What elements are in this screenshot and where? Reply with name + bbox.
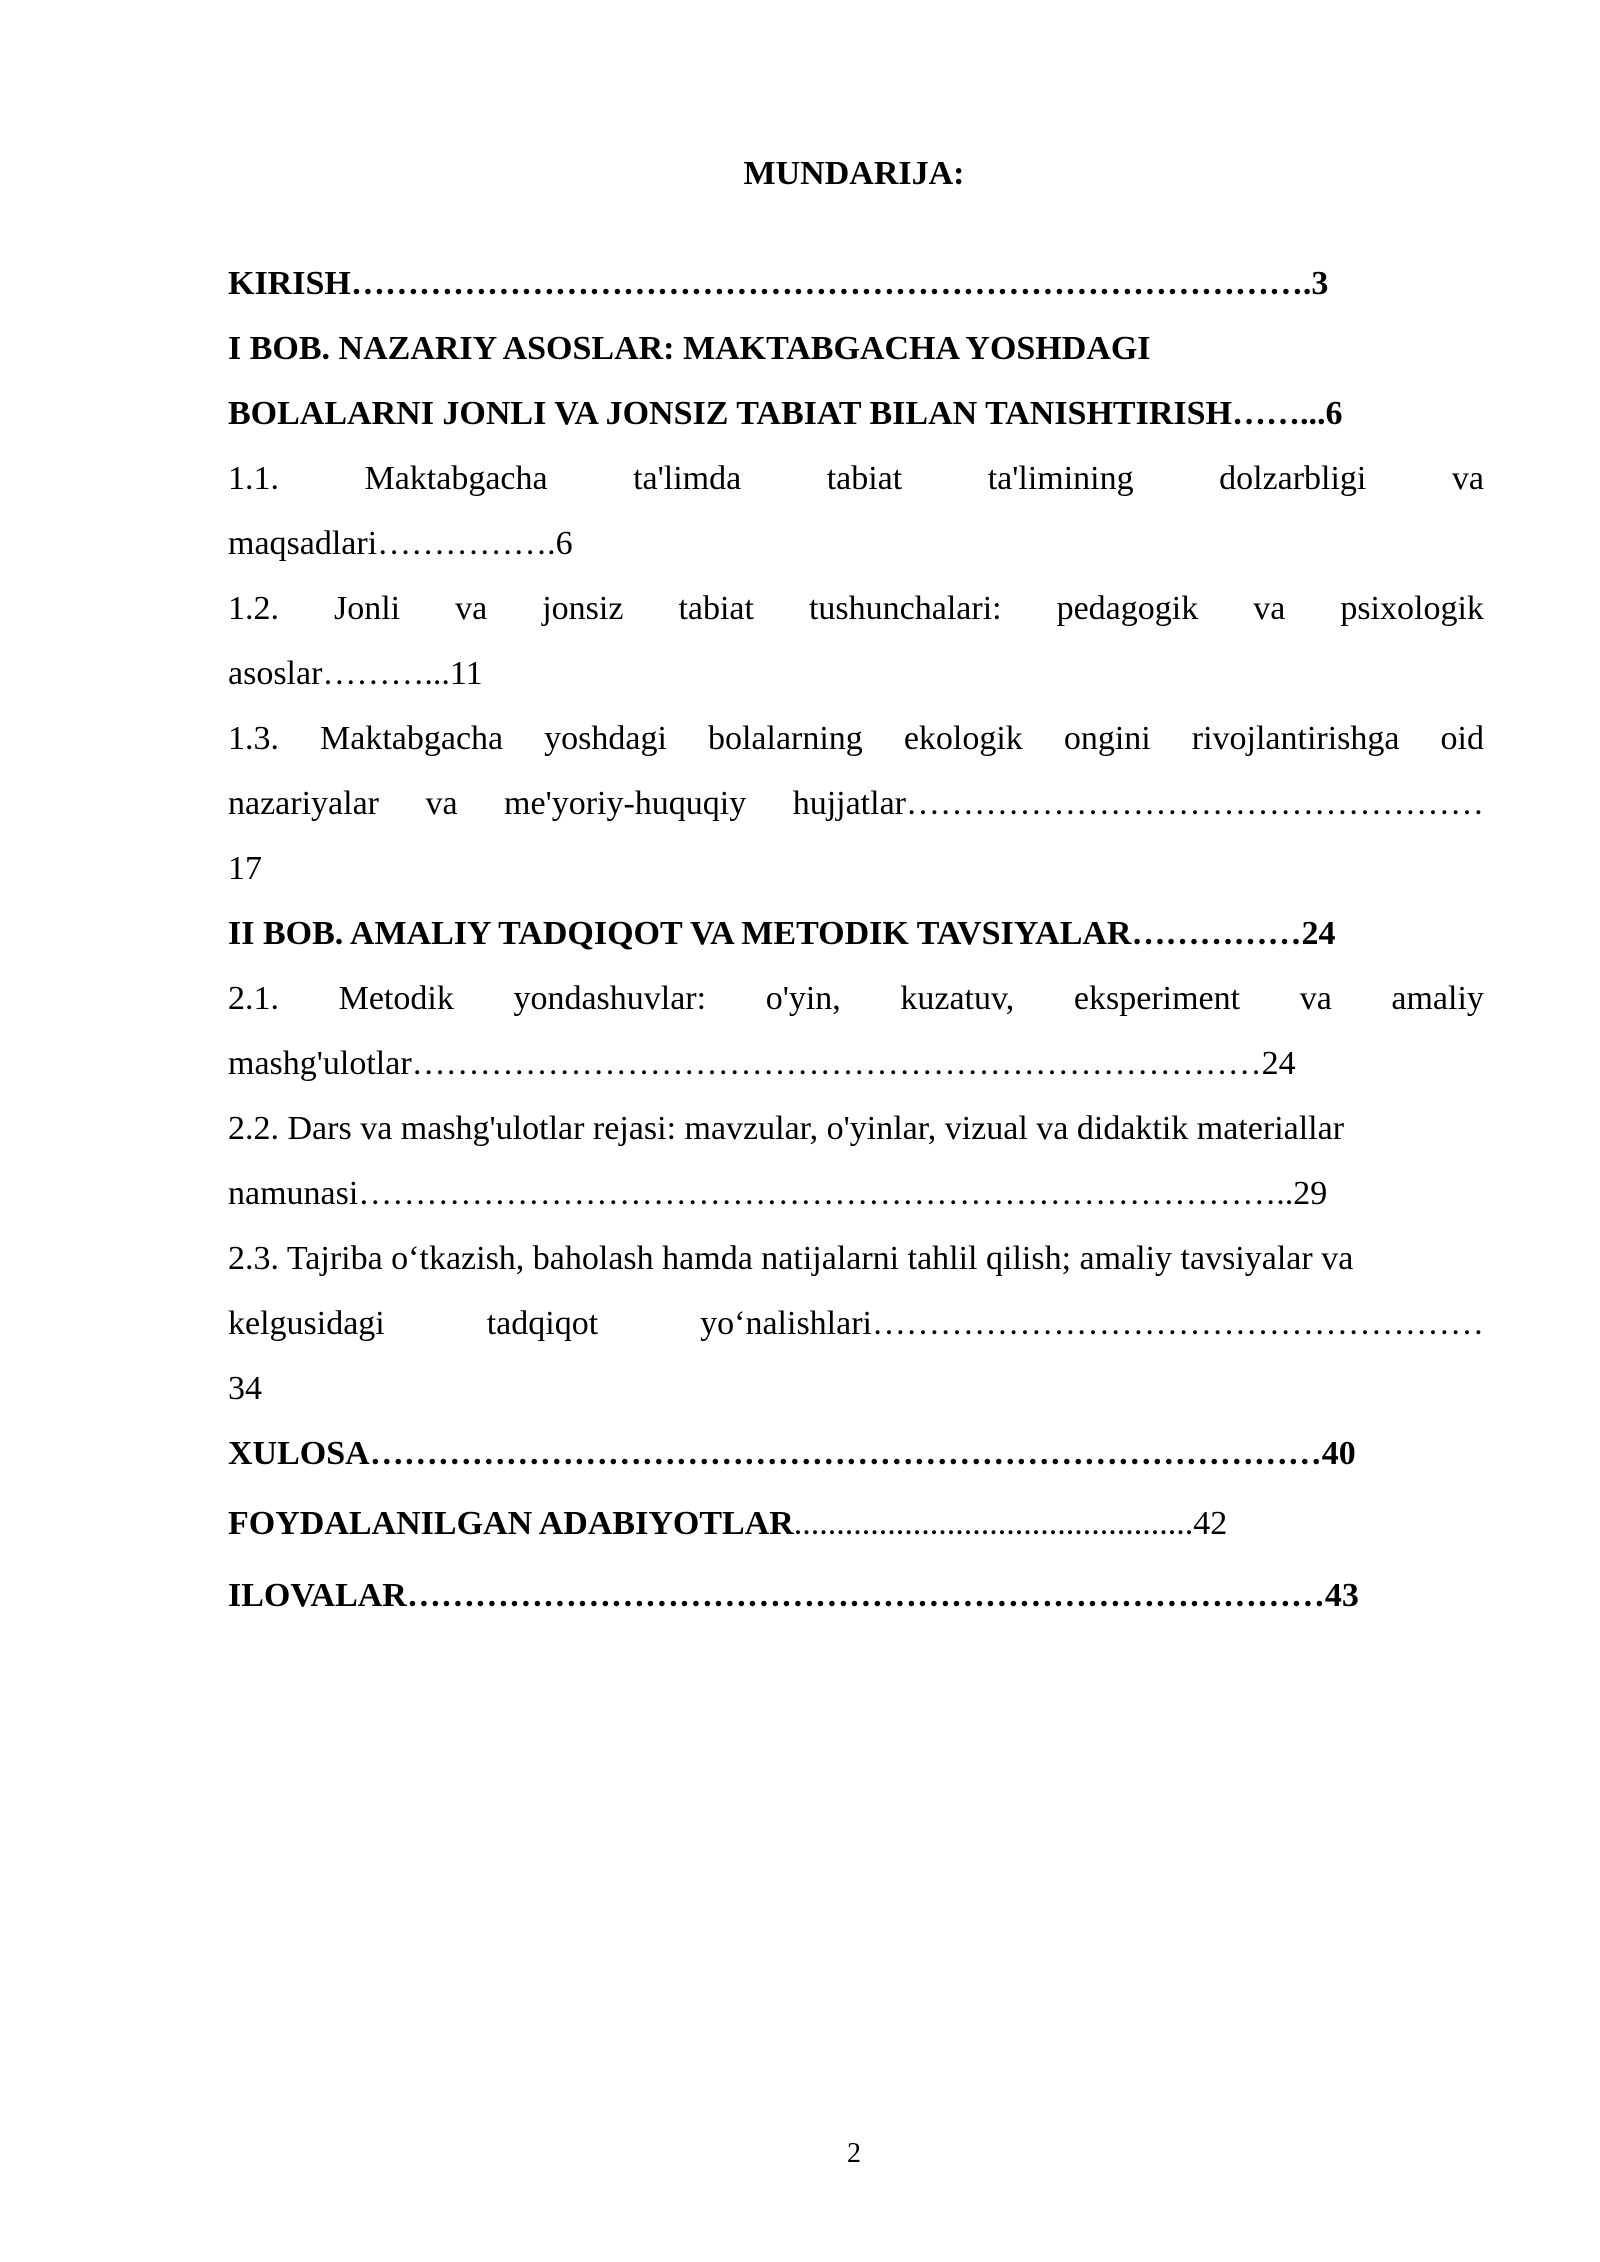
toc-word: tabiat <box>678 590 754 627</box>
toc-entry-section-1-3-continued[interactable] <box>228 771 1484 836</box>
toc-entry-section-1-1-continued[interactable]: maqsadlari…………….6 <box>228 525 573 562</box>
toc-entry-section-2-1[interactable] <box>228 966 1484 1031</box>
toc-entry-section-1-2[interactable] <box>228 576 1484 641</box>
toc-word: dolzarbligi <box>1219 460 1367 497</box>
toc-entry-section-1-1[interactable] <box>228 446 1484 511</box>
toc-word: va <box>455 590 488 627</box>
toc-entry-section-1-2-continued[interactable]: asoslar………...11 <box>228 655 483 692</box>
toc-word: me'yoriy-huquqiy <box>504 785 747 822</box>
toc-word: Maktabgacha <box>320 720 504 757</box>
toc-word: ongini <box>1063 720 1151 757</box>
toc-entry-section-2-3[interactable]: 2.3. Tajriba o‘tkazish, baholash hamda natijalarni tahlil qilish; amaliy tavsiyalar va <box>228 1240 1354 1277</box>
toc-word: ta'limining <box>987 460 1134 497</box>
toc-entry-ilovalar[interactable]: ILOVALAR………………………………………………………………………43 <box>228 1577 1359 1614</box>
toc-entry-xulosa[interactable]: XULOSA…………………………………………………………………………40 <box>228 1435 1356 1472</box>
toc-entry-chapter1-line1[interactable]: I BOB. NAZARIY ASOSLAR: MAKTABGACHA YOSHDAGI <box>228 330 1151 367</box>
toc-word: kelgusidagi <box>228 1305 385 1342</box>
toc-word: yo‘nalishlari……………………………………………… <box>700 1305 1484 1342</box>
page-title: MUNDARIJA: <box>743 155 965 192</box>
toc-entry-section-2-1-continued[interactable]: mashg'ulotlar…………………………………………………………………24 <box>228 1045 1296 1082</box>
toc-word: nazariyalar <box>228 785 379 822</box>
toc-entry-adabiyotlar-dots: ...............................................42 <box>793 1505 1228 1542</box>
toc-word: hujjatlar…………………………………………… <box>792 785 1484 822</box>
toc-word: o'yin, <box>765 980 841 1017</box>
toc-word: va <box>1253 590 1286 627</box>
page-number: 2 <box>847 2138 861 2169</box>
toc-entry-section-2-3-page[interactable]: 34 <box>228 1370 262 1407</box>
toc-entry-kirish[interactable]: KIRISH………………………………………………………………………….3 <box>228 265 1329 302</box>
toc-word: amaliy <box>1391 980 1484 1017</box>
spacer <box>228 1556 1484 1563</box>
toc-word: kuzatuv, <box>900 980 1015 1017</box>
toc-entry-section-2-3-continued[interactable] <box>228 1291 1484 1356</box>
toc-entry-section-2-2[interactable]: 2.2. Dars va mashg'ulotlar rejasi: mavzular, o'yinlar, vizual va didaktik materiallar <box>228 1110 1345 1147</box>
toc-word: Metodik <box>338 980 454 1017</box>
toc-word: pedagogik <box>1056 590 1199 627</box>
toc-entry-section-1-3-page[interactable]: 17 <box>228 850 262 887</box>
toc-word: 1.2. <box>228 590 279 627</box>
toc-word: tabiat <box>826 460 903 497</box>
toc-word: jonsiz <box>542 590 624 627</box>
toc-word: 1.3. <box>228 720 279 757</box>
toc-word: bolalarning <box>707 720 863 757</box>
toc-word: Maktabgacha <box>364 460 548 497</box>
toc-entry-section-2-2-continued[interactable]: namunasi………………………………………………………………………..29 <box>228 1175 1328 1212</box>
toc-word: rivojlantirishga <box>1191 720 1400 757</box>
toc-word: yoshdagi <box>544 720 667 757</box>
toc-word: tushunchalari: <box>808 590 1002 627</box>
toc-entry-adabiyotlar-label: FOYDALANILGAN ADABIYOTLAR <box>228 1505 794 1542</box>
toc-word: tadqiqot <box>486 1305 599 1342</box>
toc-entry-adabiyotlar[interactable] <box>228 1491 1484 1556</box>
toc-entry-chapter1-line2[interactable]: BOLALARNI JONLI VA JONSIZ TABIAT BILAN TANISHTIRISH……...6 <box>228 395 1343 432</box>
toc-word: va <box>425 785 458 822</box>
toc-word: va <box>1451 460 1484 497</box>
toc-word: eksperiment <box>1073 980 1241 1017</box>
toc-entry-section-1-3[interactable] <box>228 706 1484 771</box>
toc-word: ta'limda <box>633 460 742 497</box>
toc-word: psixologik <box>1340 590 1484 627</box>
toc-word: Jonli <box>334 590 401 627</box>
toc-word: 2.1. <box>228 980 279 1017</box>
toc-word: oid <box>1440 720 1484 757</box>
table-of-contents <box>228 251 1484 1628</box>
toc-word: ekologik <box>903 720 1023 757</box>
toc-word: va <box>1299 980 1332 1017</box>
toc-word: yondashuvlar: <box>513 980 707 1017</box>
toc-entry-chapter2[interactable]: II BOB. AMALIY TADQIQOT VA METODIK TAVSIYALAR……………24 <box>228 915 1336 952</box>
toc-word: 1.1. <box>228 460 279 497</box>
